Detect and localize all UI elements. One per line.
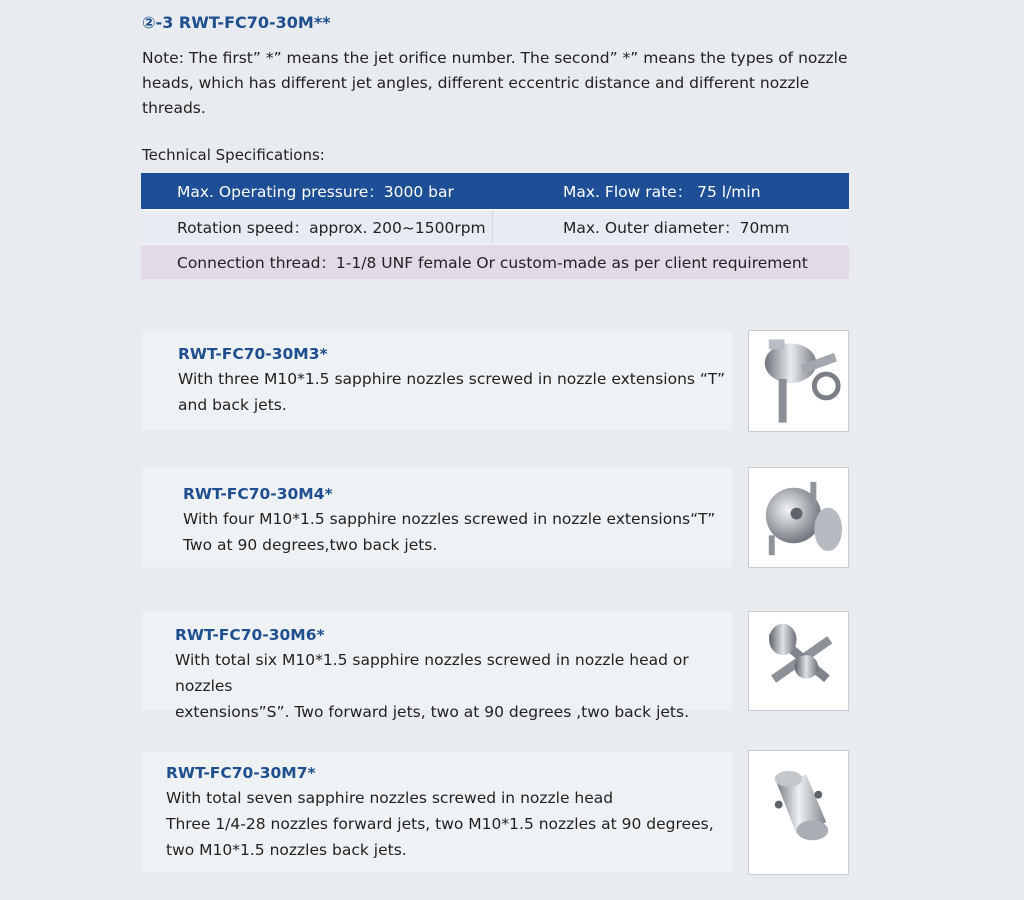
spec-max-flow: Max. Flow rate： 75 l/min [563,183,761,201]
product-card-m4 [142,468,732,567]
product-desc-line: Two at 90 degrees,two back jets. [183,536,438,554]
spec-label: Technical Specifications: [142,146,325,164]
spec-row [141,209,849,243]
product-desc-line: two M10*1.5 nozzles back jets. [166,841,407,859]
product-desc-line: With four M10*1.5 sapphire nozzles screwed in nozzle extensions“T” [183,510,716,528]
nozzle-m7-photo [748,750,849,875]
product-card-m6 [142,612,732,721]
spec-row [141,173,849,209]
product-desc-line: With three M10*1.5 sapphire nozzles screwed in nozzle extensions “T” [178,370,726,388]
product-card-m7 [142,751,732,873]
spec-connection-thread: Connection thread：1-1/8 UNF female Or custom-made as per client requirement [177,254,808,272]
product-name: RWT-FC70-30M7* [166,764,316,782]
nozzle-m3-photo [748,330,849,432]
product-name: RWT-FC70-30M6* [175,626,325,644]
product-desc-line: With total six M10*1.5 sapphire nozzles screwed in nozzle head or nozzles [175,651,689,695]
spec-row [141,243,849,279]
nozzle-m6-photo [748,611,849,711]
product-card-m3 [142,331,732,430]
page-title: ②-3 RWT-FC70-30M** [142,13,331,32]
product-desc-line: extensions”S”. Two forward jets, two at 90 degrees ,two back jets. [175,703,689,721]
note-text: Note: The first” *” means the jet orifice number. The second” *” means the types of nozzle heads, which has different jet angles, different eccentric distance and different nozzle threads. [142,49,848,117]
product-desc-line: With total seven sapphire nozzles screwed in nozzle head [166,789,614,807]
nozzle-m4-photo [748,467,849,568]
product-desc-line: and back jets. [178,396,287,414]
product-name: RWT-FC70-30M3* [178,345,328,363]
product-desc-line: Three 1/4-28 nozzles forward jets, two M10*1.5 nozzles at 90 degrees, [166,815,714,833]
spec-outer-diameter: Max. Outer diameter：70mm [563,219,790,237]
spec-table [141,173,849,279]
spec-rotation-speed: Rotation speed：approx. 200~1500rpm [141,211,493,243]
spec-max-pressure: Max. Operating pressure：3000 bar [177,183,454,201]
product-name: RWT-FC70-30M4* [183,485,333,503]
